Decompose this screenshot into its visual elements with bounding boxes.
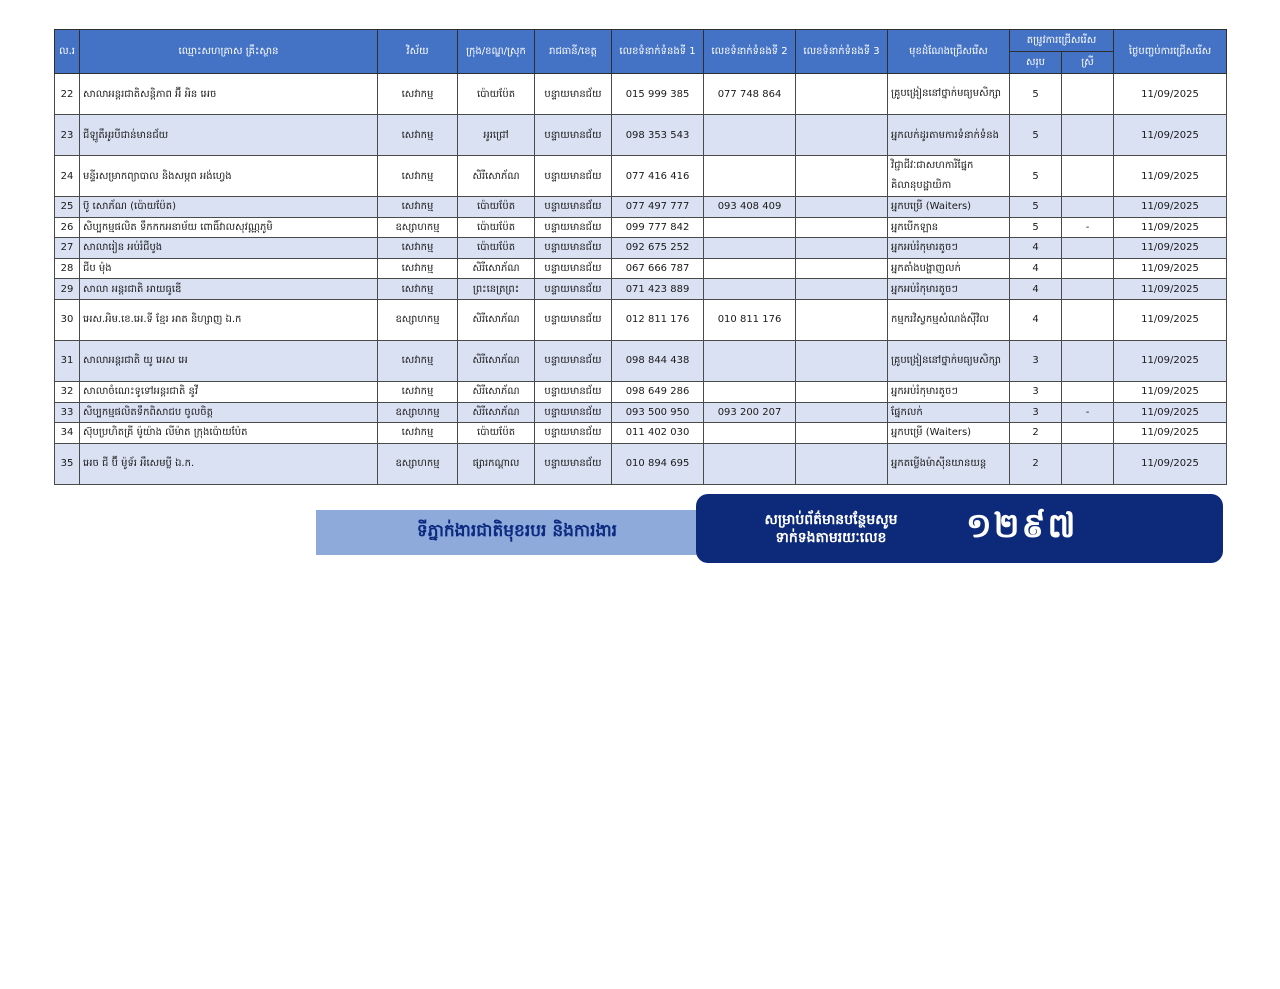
agency-banner — [316, 510, 708, 555]
cell-company: ប៊ូ សោភ័ណ (ប៉ោយប៉ែត) — [80, 197, 378, 218]
col-header-total: សរុប — [1010, 52, 1062, 74]
cell-female — [1062, 74, 1114, 115]
col-header-phone2: លេខទំនាក់ទំនងទី 2 — [704, 30, 796, 74]
col-header-position: មុខដំណែងជ្រើសរើស — [888, 30, 1010, 74]
cell-phone1: 092 675 252 — [612, 238, 704, 259]
cell-district: សិរីសោភ័ណ — [458, 156, 535, 197]
cell-total: 5 — [1010, 156, 1062, 197]
cell-deadline: 11/09/2025 — [1114, 299, 1227, 340]
job-vacancy-table — [54, 29, 1227, 485]
cell-total: 4 — [1010, 299, 1062, 340]
cell-phone2: 010 811 176 — [704, 299, 796, 340]
cell-sector: ឧស្សាហកម្ម — [378, 443, 458, 484]
cell-total: 2 — [1010, 423, 1062, 444]
cell-female — [1062, 299, 1114, 340]
cell-district: ប៉ោយប៉ែត — [458, 423, 535, 444]
col-header-phone3: លេខទំនាក់ទំនងទី 3 — [796, 30, 888, 74]
table-header — [55, 30, 1227, 74]
cell-total: 3 — [1010, 381, 1062, 402]
cell-sector: ឧស្សាហកម្ម — [378, 402, 458, 423]
cell-province: បន្ទាយមានជ័យ — [535, 156, 612, 197]
cell-no: 23 — [55, 115, 80, 156]
cell-female — [1062, 258, 1114, 279]
cell-no: 34 — [55, 423, 80, 444]
cell-company: ស៊ុបប្រហិតគ្រី ម៉ូយ៉ាង លីម៉ាត ក្រុងប៉ោយប៉ែត — [80, 423, 378, 444]
table-row — [55, 299, 1227, 340]
cell-phone3 — [796, 197, 888, 218]
cell-deadline: 11/09/2025 — [1114, 279, 1227, 300]
cell-sector: សេវាកម្ម — [378, 238, 458, 259]
cell-deadline: 11/09/2025 — [1114, 217, 1227, 238]
cell-phone2 — [704, 258, 796, 279]
cell-no: 27 — [55, 238, 80, 259]
cell-phone2 — [704, 443, 796, 484]
cell-deadline: 11/09/2025 — [1114, 402, 1227, 423]
cell-no: 32 — [55, 381, 80, 402]
cell-sector: សេវាកម្ម — [378, 381, 458, 402]
cell-province: បន្ទាយមានជ័យ — [535, 238, 612, 259]
cell-female — [1062, 423, 1114, 444]
cell-sector: សេវាកម្ម — [378, 279, 458, 300]
cell-district: ប៉ោយប៉ែត — [458, 217, 535, 238]
cell-province: បន្ទាយមានជ័យ — [535, 340, 612, 381]
cell-no: 29 — [55, 279, 80, 300]
cell-total: 4 — [1010, 279, 1062, 300]
cell-phone2 — [704, 381, 796, 402]
col-header-phone1: លេខទំនាក់ទំនងទី 1 — [612, 30, 704, 74]
table-row — [55, 381, 1227, 402]
cell-sector: សេវាកម្ម — [378, 197, 458, 218]
cell-position: កម្មករវិស្វកម្មសំណង់ស៊ីវិល — [888, 299, 1010, 340]
cell-position: អ្នកបើកឡាន — [888, 217, 1010, 238]
cell-sector: សេវាកម្ម — [378, 258, 458, 279]
cell-company: សាលាអន្តរជាតិសន្តិភាព អ៊ី អិន អេច — [80, 74, 378, 115]
cell-sector: ឧស្សាហកម្ម — [378, 299, 458, 340]
cell-total: 5 — [1010, 217, 1062, 238]
cell-phone1: 011 402 030 — [612, 423, 704, 444]
cell-deadline: 11/09/2025 — [1114, 258, 1227, 279]
cell-phone2 — [704, 340, 796, 381]
cell-province: បន្ទាយមានជ័យ — [535, 197, 612, 218]
cell-phone2: 093 200 207 — [704, 402, 796, 423]
cell-no: 25 — [55, 197, 80, 218]
cell-company: អេស.អិម.ខេ.អេ.ទី ខ្មែរ អាត និហ្សាញ ឯ.ក — [80, 299, 378, 340]
cell-female: - — [1062, 402, 1114, 423]
cell-deadline: 11/09/2025 — [1114, 238, 1227, 259]
cell-province: បន្ទាយមានជ័យ — [535, 217, 612, 238]
table-row — [55, 74, 1227, 115]
cell-province: បន្ទាយមានជ័យ — [535, 381, 612, 402]
cell-province: បន្ទាយមានជ័យ — [535, 279, 612, 300]
cell-total: 4 — [1010, 258, 1062, 279]
cell-no: 35 — [55, 443, 80, 484]
cell-phone3 — [796, 381, 888, 402]
cell-deadline: 11/09/2025 — [1114, 340, 1227, 381]
cell-phone2: 093 408 409 — [704, 197, 796, 218]
cell-position: គ្រូបង្រៀននៅថ្នាក់មធ្យមសិក្សា — [888, 74, 1010, 115]
col-header-province: រាជធានី/ខេត្ត — [535, 30, 612, 74]
table-row — [55, 279, 1227, 300]
cell-phone1: 098 649 286 — [612, 381, 704, 402]
cell-district: ប៉ោយប៉ែត — [458, 74, 535, 115]
cell-phone1: 077 416 416 — [612, 156, 704, 197]
cell-position: វិជ្ជាជីវៈជាសហការីផ្នែកគិលានុបដ្ឋាយិកា — [888, 156, 1010, 197]
cell-position: អ្នកតាំងបង្ហាញលក់ — [888, 258, 1010, 279]
cell-no: 31 — [55, 340, 80, 381]
cell-female — [1062, 115, 1114, 156]
cell-position: អ្នកអប់រំកុមារតូចៗ — [888, 381, 1010, 402]
cell-total: 3 — [1010, 402, 1062, 423]
cell-sector: ឧស្សាហកម្ម — [378, 217, 458, 238]
cell-phone3 — [796, 402, 888, 423]
cell-position: អ្នកអប់រំកុមារតូចៗ — [888, 238, 1010, 259]
cell-company: សាលារៀន អប់រំជីបូង — [80, 238, 378, 259]
cell-phone1: 098 844 438 — [612, 340, 704, 381]
cell-district: អូរជ្រៅ — [458, 115, 535, 156]
cell-total: 4 — [1010, 238, 1062, 259]
cell-phone2 — [704, 238, 796, 259]
cell-company: សិប្បកម្មផលិត ទឹកកកអនាម័យ ពោធិ៍វាលសុវណ្ណភូមិ — [80, 217, 378, 238]
cell-total: 5 — [1010, 74, 1062, 115]
cell-province: បន្ទាយមានជ័យ — [535, 299, 612, 340]
cell-deadline: 11/09/2025 — [1114, 74, 1227, 115]
cell-district: ព្រះនេត្រព្រះ — [458, 279, 535, 300]
cell-province: បន្ទាយមានជ័យ — [535, 443, 612, 484]
cell-position: គ្រូបង្រៀននៅថ្នាក់មធ្យមសិក្សា — [888, 340, 1010, 381]
cell-deadline: 11/09/2025 — [1114, 443, 1227, 484]
table-row — [55, 443, 1227, 484]
cell-no: 30 — [55, 299, 80, 340]
cell-district: សិរីសោភ័ណ — [458, 299, 535, 340]
cell-phone3 — [796, 156, 888, 197]
cell-total: 2 — [1010, 443, 1062, 484]
cell-province: បន្ទាយមានជ័យ — [535, 402, 612, 423]
cell-no: 24 — [55, 156, 80, 197]
cell-deadline: 11/09/2025 — [1114, 156, 1227, 197]
cell-female: - — [1062, 217, 1114, 238]
cell-phone1: 093 500 950 — [612, 402, 704, 423]
cell-company: សាលាចំណេះទូទៅអន្តរជាតិ នូវី — [80, 381, 378, 402]
cell-no: 28 — [55, 258, 80, 279]
cell-phone2 — [704, 279, 796, 300]
table-row — [55, 238, 1227, 259]
cell-district: សិរីសោភ័ណ — [458, 258, 535, 279]
cell-company: សិប្បកម្មផលិតទឹកពិសាជប ចូលចិត្ត — [80, 402, 378, 423]
cell-female — [1062, 443, 1114, 484]
cell-female — [1062, 279, 1114, 300]
cell-phone1: 077 497 777 — [612, 197, 704, 218]
table-row — [55, 217, 1227, 238]
cell-deadline: 11/09/2025 — [1114, 115, 1227, 156]
cell-phone1: 071 423 889 — [612, 279, 704, 300]
cell-province: បន្ទាយមានជ័យ — [535, 258, 612, 279]
cell-phone3 — [796, 258, 888, 279]
cell-deadline: 11/09/2025 — [1114, 381, 1227, 402]
cell-phone2 — [704, 217, 796, 238]
cell-district: សិរីសោភ័ណ — [458, 402, 535, 423]
cell-no: 22 — [55, 74, 80, 115]
cell-company: ជីប ម៉ុង — [80, 258, 378, 279]
cell-phone3 — [796, 299, 888, 340]
agency-name: ទីភ្នាក់ងារជាតិមុខរបរ និងការងារ — [416, 521, 618, 541]
cell-phone2 — [704, 156, 796, 197]
cell-phone2 — [704, 423, 796, 444]
hotline-banner — [696, 494, 1223, 563]
col-header-demand: តម្រូវការជ្រើសរើស — [1010, 30, 1114, 52]
cell-no: 26 — [55, 217, 80, 238]
cell-sector: សេវាកម្ម — [378, 74, 458, 115]
cell-position: អ្នកតម្លើងម៉ាស៊ីនយានយន្ត — [888, 443, 1010, 484]
table-row — [55, 340, 1227, 381]
hotline-note — [726, 511, 936, 547]
cell-phone1: 099 777 842 — [612, 217, 704, 238]
cell-district: ប៉ោយប៉ែត — [458, 238, 535, 259]
cell-position: អ្នកអប់រំកុមារតូចៗ — [888, 279, 1010, 300]
cell-position: អ្នកលក់ដូរតាមការទំនាក់ទំនង — [888, 115, 1010, 156]
cell-company: អេច ជី ប៊ី ម៉ូទ័រ អឹសេមប្លី ឯ.ក. — [80, 443, 378, 484]
table-row — [55, 402, 1227, 423]
cell-position: អ្នកបម្រើ (Waiters) — [888, 423, 1010, 444]
col-header-no: ល.រ — [55, 30, 80, 74]
cell-phone3 — [796, 279, 888, 300]
table-row — [55, 423, 1227, 444]
hotline-note-line1: សម្រាប់ព័ត៌មានបន្ថែមសូម — [764, 511, 898, 528]
cell-position: អ្នកបម្រើ (Waiters) — [888, 197, 1010, 218]
cell-phone3 — [796, 217, 888, 238]
cell-phone3 — [796, 340, 888, 381]
cell-sector: សេវាកម្ម — [378, 423, 458, 444]
cell-phone3 — [796, 238, 888, 259]
cell-district: ប៉ោយប៉ែត — [458, 197, 535, 218]
cell-female — [1062, 156, 1114, 197]
cell-district: សិរីសោភ័ណ — [458, 340, 535, 381]
cell-sector: សេវាកម្ម — [378, 340, 458, 381]
hotline-note-line2: ទាក់ទងតាមរយៈលេខ — [775, 529, 887, 546]
cell-female — [1062, 197, 1114, 218]
cell-company: មន្ទីរសម្រាកព្យាបាល និងសម្ភព អង់ហ្វេង — [80, 156, 378, 197]
cell-company: សាលាអន្តរជាតិ យូ អេស អេ — [80, 340, 378, 381]
cell-deadline: 11/09/2025 — [1114, 197, 1227, 218]
table-row — [55, 258, 1227, 279]
cell-no: 33 — [55, 402, 80, 423]
cell-province: បន្ទាយមានជ័យ — [535, 423, 612, 444]
cell-company: ជីឡូតឹអូរបីជាន់មានជ័យ — [80, 115, 378, 156]
cell-district: សិរីសោភ័ណ — [458, 381, 535, 402]
cell-sector: សេវាកម្ម — [378, 115, 458, 156]
cell-total: 3 — [1010, 340, 1062, 381]
cell-phone3 — [796, 443, 888, 484]
table-body — [55, 74, 1227, 485]
cell-position: ផ្នែកលក់ — [888, 402, 1010, 423]
cell-total: 5 — [1010, 115, 1062, 156]
cell-total: 5 — [1010, 197, 1062, 218]
table-row — [55, 115, 1227, 156]
cell-phone3 — [796, 74, 888, 115]
cell-phone1: 098 353 543 — [612, 115, 704, 156]
cell-female — [1062, 340, 1114, 381]
cell-phone3 — [796, 423, 888, 444]
cell-phone2 — [704, 115, 796, 156]
cell-female — [1062, 238, 1114, 259]
col-header-female: ស្រី — [1062, 52, 1114, 74]
col-header-deadline: ថ្ងៃបញ្ចប់ការជ្រើសរើស — [1114, 30, 1227, 74]
col-header-district: ក្រុង/ខណ្ឌ/ស្រុក — [458, 30, 535, 74]
col-header-sector: វិស័យ — [378, 30, 458, 74]
cell-female — [1062, 381, 1114, 402]
cell-phone1: 010 894 695 — [612, 443, 704, 484]
table-row — [55, 156, 1227, 197]
cell-province: បន្ទាយមានជ័យ — [535, 74, 612, 115]
cell-company: សាលា អន្តរជាតិ អាយធូឌើ — [80, 279, 378, 300]
cell-district: ផ្សារកណ្ដាល — [458, 443, 535, 484]
cell-phone1: 015 999 385 — [612, 74, 704, 115]
cell-deadline: 11/09/2025 — [1114, 423, 1227, 444]
col-header-company: ឈ្មោះសហគ្រាស គ្រឹះស្ថាន — [80, 30, 378, 74]
cell-phone2: 077 748 864 — [704, 74, 796, 115]
hotline-number: ១២៩៧ — [966, 505, 1078, 546]
cell-phone1: 067 666 787 — [612, 258, 704, 279]
cell-phone3 — [796, 115, 888, 156]
cell-province: បន្ទាយមានជ័យ — [535, 115, 612, 156]
cell-phone1: 012 811 176 — [612, 299, 704, 340]
cell-sector: សេវាកម្ម — [378, 156, 458, 197]
table-row — [55, 197, 1227, 218]
